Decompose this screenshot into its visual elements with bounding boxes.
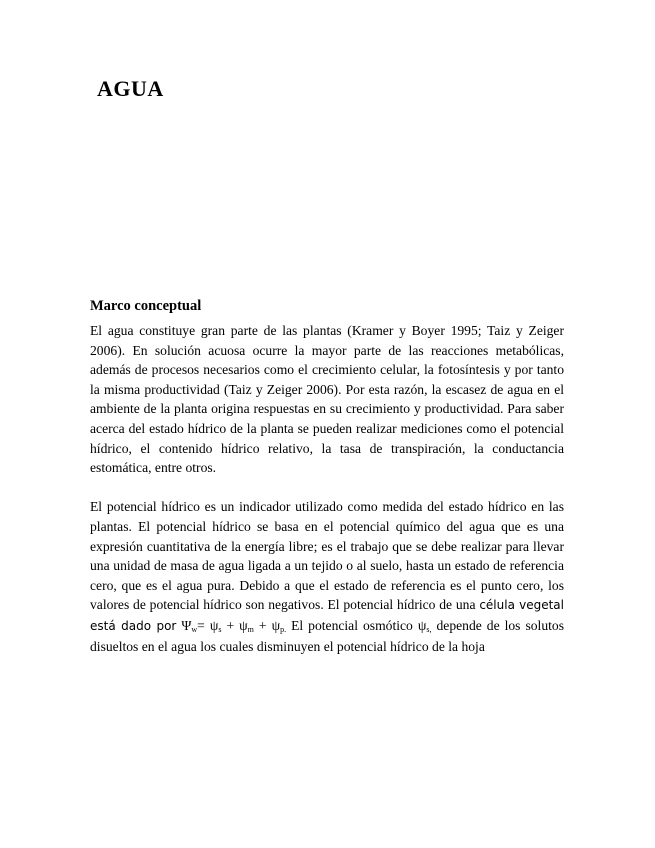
plus-sign-2: + bbox=[253, 617, 272, 633]
section-heading: Marco conceptual bbox=[90, 298, 202, 314]
subscript-s: s bbox=[218, 624, 222, 634]
paragraph-2 bbox=[90, 497, 564, 656]
paragraph-2-text: El potencial hídrico es un indicador utilizado como medida del estado hídrico en las plantas. El potencial hídrico se basa en el potencial químico del agua que es una expresión cuantitativa de la energía libre; es el trabajo que se debe realizar para llevar una unidad de masa de agua ligada a un tejido o al suelo, hasta un estado de referencia cero, que es el agua pura. Debido a que el estado de referencia es el punto cero, los valores de potencial hídrico son negativos. El potencial hídrico de una bbox=[90, 499, 564, 613]
psi-p-symbol: ψ bbox=[271, 617, 281, 633]
paragraph-1: El agua constituye gran parte de las plantas (Kramer y Boyer 1995; Taiz y Zeiger 2006). En solución acuosa ocurre la mayor parte de las reacciones metabólicas, además de procesos necesarios como el crecimiento celular, la fotosíntesis y por tanto la misma productividad (Taiz y Zeiger 2006). Por esta razón, la escasez de agua en el ambiente de la planta origina respuestas en su crecimiento y productividad. Para saber acerca del estado hídrico de la planta se pueden realizar mediciones como el potencial hídrico, el contenido hídrico relativo, la tasa de transpiración, la conductancia estomática, entre otros. bbox=[90, 323, 564, 476]
plus-sign-1: + bbox=[221, 617, 240, 633]
formula-intro: célula vegetal está dado por bbox=[90, 598, 564, 633]
subscript-w: w bbox=[191, 624, 198, 634]
paragraph-2-end: depende de los solutos disueltos en el agua los cuales disminuyen el potencial hídrico de la hoja bbox=[90, 617, 564, 654]
after-formula-text: El potencial osmótico bbox=[286, 617, 418, 633]
section-marco-conceptual bbox=[90, 297, 564, 656]
page-title: AGUA bbox=[97, 76, 164, 101]
psi-w-symbol: Ψ bbox=[181, 617, 192, 633]
subscript-m: m bbox=[247, 624, 254, 634]
equals-sign: = bbox=[197, 617, 210, 633]
psi-m-symbol: ψ bbox=[239, 617, 248, 633]
psi-s-symbol: ψ bbox=[209, 617, 219, 633]
osmotic-subscript: s, bbox=[426, 624, 432, 634]
water-potential-formula bbox=[181, 618, 286, 633]
subscript-p: p. bbox=[280, 624, 287, 634]
osmotic-psi-symbol: ψ bbox=[417, 617, 427, 633]
